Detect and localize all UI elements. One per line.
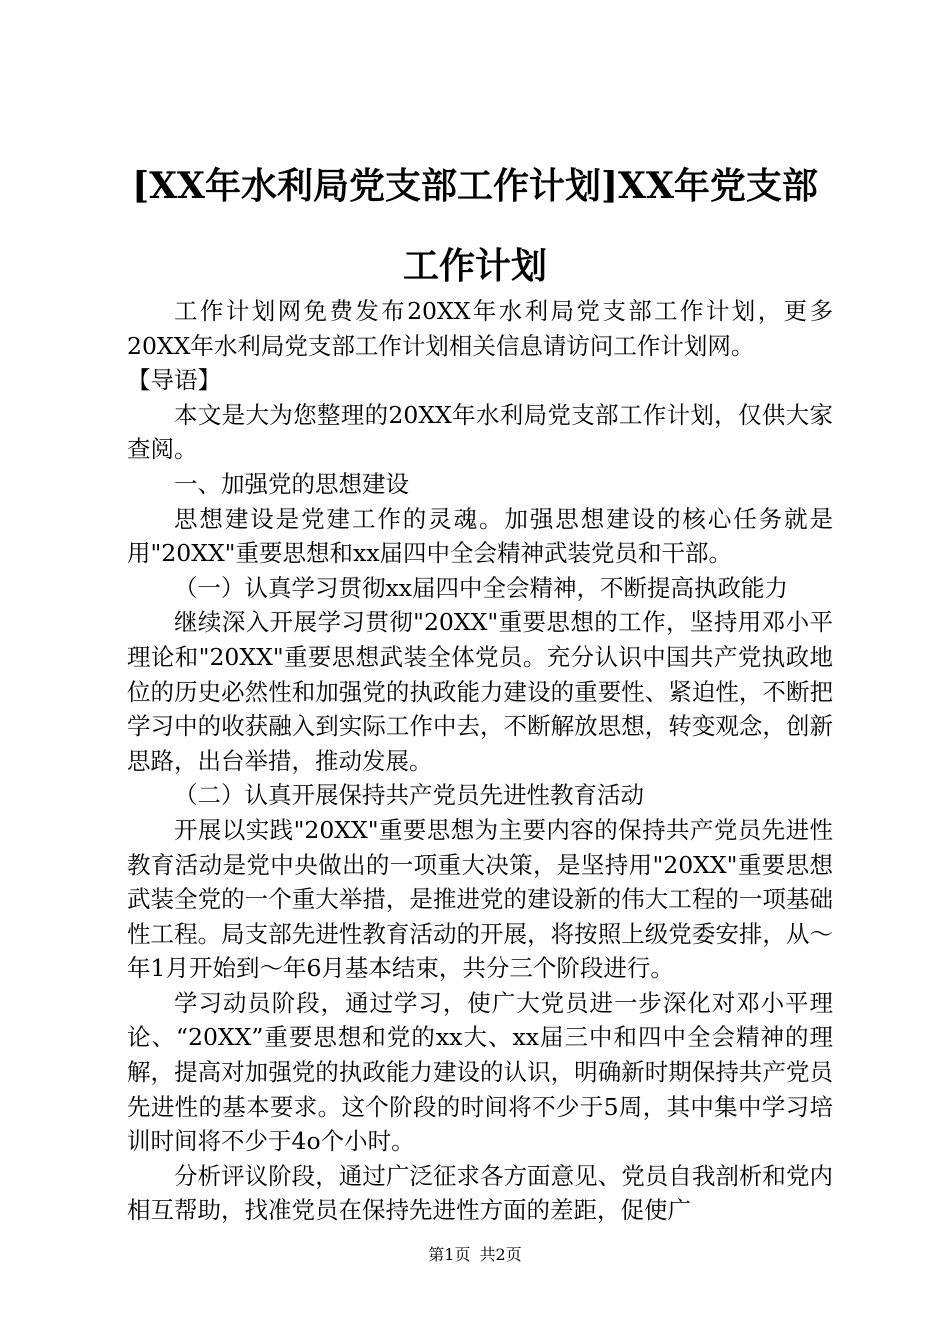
- paragraph: 一、加强党的思想建设: [174, 469, 409, 498]
- paragraph: 开展以实践"20XX"重要思想为主要内容的保持共产党员先进性教育活动是党中央做出的一项重大决策，是坚持用"20XX"重要思想武装全党的一个重大举措，是推进党的建设新的伟大工程的一项基础性工程。局支部先进性教育活动的开展，将按照上级党委安排，从～年1月开始到～年6月基本结束，共分三个阶段进行。: [127, 815, 833, 983]
- paragraph: （二）认真开展保持共产党员先进性教育活动: [174, 781, 644, 810]
- document-body: [127, 294, 833, 1228]
- paragraph: 思想建设是党建工作的灵魂。加强思想建设的核心任务就是用"20XX"重要思想和xx届四中全会精神武装党员和干部。: [127, 504, 833, 568]
- paragraph: 【导语】: [127, 366, 221, 395]
- paragraph: 学习动员阶段，通过学习，使广大党员进一步深化对邓小平理论、“20XX”重要思想和党的xx大、xx届三中和四中全会精神的理解，提高对加强党的执政能力建设的认识，明确新时期保持共产党员先进性的基本要求。这个阶段的时间将不少于5周，其中集中学习培训时间将不少于4o个小时。: [127, 988, 833, 1156]
- document-title: [XX年水利局党支部工作计划]XX年党支部工作计划: [132, 165, 818, 287]
- paragraph: 本文是大为您整理的20XX年水利局党支部工作计划，仅供大家查阅。: [127, 400, 833, 464]
- paragraph: 工作计划网免费发布20XX年水利局党支部工作计划，更多20XX年水利局党支部工作计划相关信息请访问工作计划网。: [127, 297, 833, 360]
- paragraph: 分析评议阶段，通过广泛征求各方面意见、党员自我剖析和党内相互帮助，找准党员在保持先进性方面的差距，促使广: [127, 1161, 833, 1225]
- paragraph: （一）认真学习贯彻xx届四中全会精神，不断提高执政能力: [174, 573, 789, 602]
- page-total: 共2页: [479, 1245, 522, 1264]
- page-number: 第1页: [428, 1245, 471, 1264]
- paragraph: 继续深入开展学习贯彻"20XX"重要思想的工作，坚持用邓小平理论和"20XX"重要思想武装全体党员。充分认识中国共产党执政地位的历史必然性和加强党的执政能力建设的重要性、紧迫性，不断把学习中的收获融入到实际工作中去，不断解放思想，转变观念，创新思路，出台举措，推动发展。: [127, 608, 833, 775]
- page-footer: [0, 1244, 950, 1266]
